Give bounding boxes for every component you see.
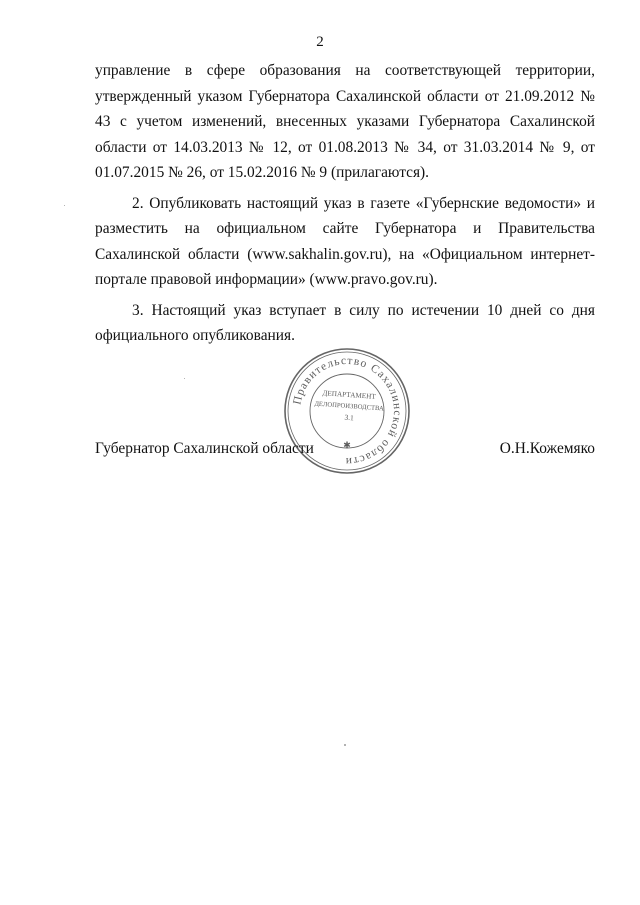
paragraph-continuation: управление в сфере образования на соответствующей территории, утвержденный указом Губернатора Сахалинской области от 21.09.2012 № 43 с учетом изменений, внесенных указами Губернатора Сахалинской области от 14.03.2013 № 12, от 01.08.2013 № 34, от 31.03.2014 № 9, от 01.07.2015 № 26, от 15.02.2016 № 9 (прилагаются).	[95, 62, 595, 181]
scan-speck	[64, 205, 65, 206]
signatory-name: О.Н.Кожемяко	[499, 440, 595, 457]
seal-center-line-2: ДЕЛОПРОИЗВОДСТВА	[314, 400, 385, 413]
scan-speck	[184, 378, 185, 379]
seal-star-icon: ✱	[343, 441, 351, 451]
paragraph-publication: 2. Опубликовать настоящий указ в газете «Губернские ведомости» и разместить на официальном сайте Губернатора и Правительства Сахалинской области (www.sakhalin.gov.ru), на «Официальном интернет-портале правовой информации» (www.pravo.gov.ru).	[95, 194, 595, 288]
page-number: 2	[316, 34, 324, 50]
document-body	[95, 58, 595, 349]
seal-center-line-3: 3.1	[344, 412, 355, 423]
signatory-position: Губернатор Сахалинской области	[95, 440, 314, 457]
paragraph-effective-date: 3. Настоящий указ вступает в силу по истечении 10 дней со дня официального опубликования.	[95, 301, 595, 344]
scan-speck	[344, 744, 346, 746]
seal-ring-text: Правительство Сахалинской области	[291, 354, 404, 468]
seal-center-line-1: ДЕПАРТАМЕНТ	[322, 389, 377, 401]
